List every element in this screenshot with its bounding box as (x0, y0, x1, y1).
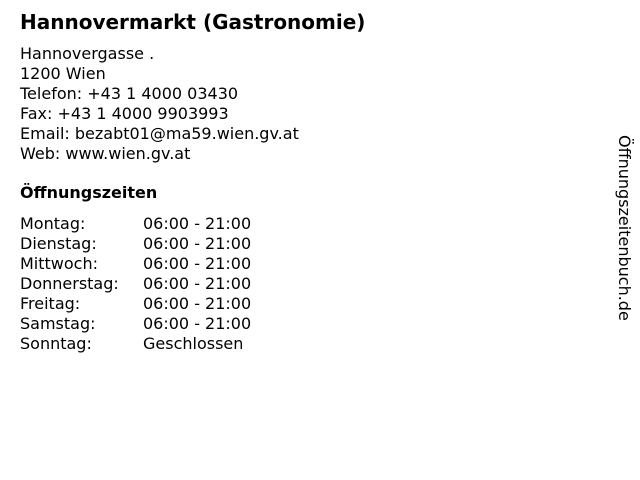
hours-row-friday (20, 294, 320, 314)
hours-row-tuesday (20, 234, 320, 254)
time-value: 06:00 - 21:00 (143, 274, 252, 293)
site-brand-label: Öffnungszeitenbuch.de (615, 135, 634, 321)
day-label: Samstag: (20, 314, 96, 333)
time-value: 06:00 - 21:00 (143, 294, 252, 313)
day-label: Dienstag: (20, 234, 97, 253)
contact-block (20, 44, 299, 164)
time-value: 06:00 - 21:00 (143, 214, 252, 233)
email-address: Email: bezabt01@ma59.wien.gv.at (20, 124, 299, 143)
opening-hours-heading: Öffnungszeiten (20, 183, 158, 202)
fax-number: Fax: +43 1 4000 9903993 (20, 104, 229, 123)
day-label: Freitag: (20, 294, 81, 313)
hours-row-wednesday (20, 254, 320, 274)
day-label: Montag: (20, 214, 86, 233)
hours-row-monday (20, 214, 320, 234)
website: Web: www.wien.gv.at (20, 144, 191, 163)
city-address: 1200 Wien (20, 64, 106, 83)
hours-row-saturday (20, 314, 320, 334)
time-value: 06:00 - 21:00 (143, 254, 252, 273)
day-label: Donnerstag: (20, 274, 119, 293)
time-value: 06:00 - 21:00 (143, 234, 252, 253)
street-address: Hannovergasse . (20, 44, 155, 63)
day-label: Mittwoch: (20, 254, 98, 273)
hours-row-thursday (20, 274, 320, 294)
phone-number: Telefon: +43 1 4000 03430 (20, 84, 239, 103)
hours-row-sunday (20, 334, 320, 354)
time-value: 06:00 - 21:00 (143, 314, 252, 333)
opening-hours-table (20, 214, 320, 354)
day-label: Sonntag: (20, 334, 92, 353)
business-title: Hannovermarkt (Gastronomie) (20, 10, 366, 34)
time-value: Geschlossen (143, 334, 244, 353)
